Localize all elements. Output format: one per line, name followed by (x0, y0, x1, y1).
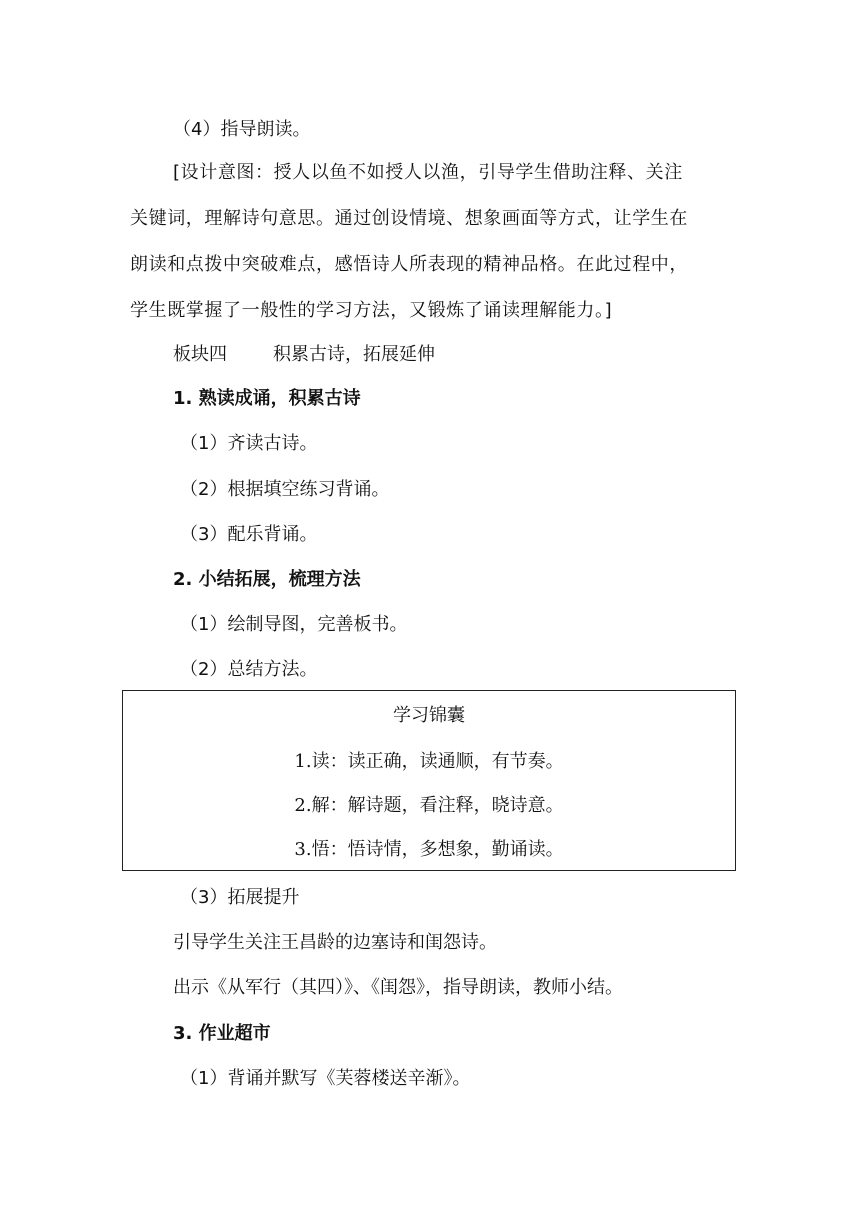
extension-line: 出示《从军行（其四）》、《闺怨》，指导朗读，教师小结。 (173, 977, 623, 998)
part2-heading: 2. 小结拓展，梳理方法 (173, 569, 361, 590)
list-item: （1）齐读古诗。 (180, 433, 318, 454)
tips-box-line: 1.读：读正确，读通顺，有节奏。 (294, 751, 564, 772)
tips-box-title: 学习锦囊 (393, 705, 465, 726)
guide-reading-item: （4）指导朗读。 (173, 119, 311, 140)
part3-heading: 3. 作业超市 (173, 1023, 271, 1044)
part1-heading: 1. 熟读成诵，积累古诗 (173, 388, 361, 409)
list-item: （3）配乐背诵。 (180, 524, 318, 545)
tips-box-line: 3.悟：悟诗情，多想象，勤诵读。 (294, 839, 564, 860)
design-intent-line: 朗读和点拨中突破难点，感悟诗人所表现的精神品格。在此过程中， (130, 254, 688, 275)
tips-box-line: 2.解：解诗题，看注释，晓诗意。 (294, 795, 564, 816)
list-item: （1）背诵并默写《芙蓉楼送辛渐》。 (180, 1068, 471, 1089)
section-label: 板块四 (173, 344, 227, 365)
extension-label: （3）拓展提升 (180, 887, 300, 908)
design-intent-line: 关键词，理解诗句意思。通过创设情境、想象画面等方式，让学生在 (130, 208, 688, 229)
learning-tips-box (122, 690, 736, 871)
extension-line: 引导学生关注王昌龄的边塞诗和闺怨诗。 (173, 932, 497, 953)
list-item: （2）根据填空练习背诵。 (180, 479, 390, 500)
design-intent-line: 学生既掌握了一般性的学习方法，又锻炼了诵读理解能力。] (130, 300, 613, 321)
list-item: （1）绘制导图，完善板书。 (180, 614, 408, 635)
design-intent-line: [设计意图：授人以鱼不如授人以渔，引导学生借助注释、关注 (173, 162, 683, 183)
section-title: 积累古诗，拓展延伸 (273, 344, 435, 365)
list-item: （2）总结方法。 (180, 659, 318, 680)
